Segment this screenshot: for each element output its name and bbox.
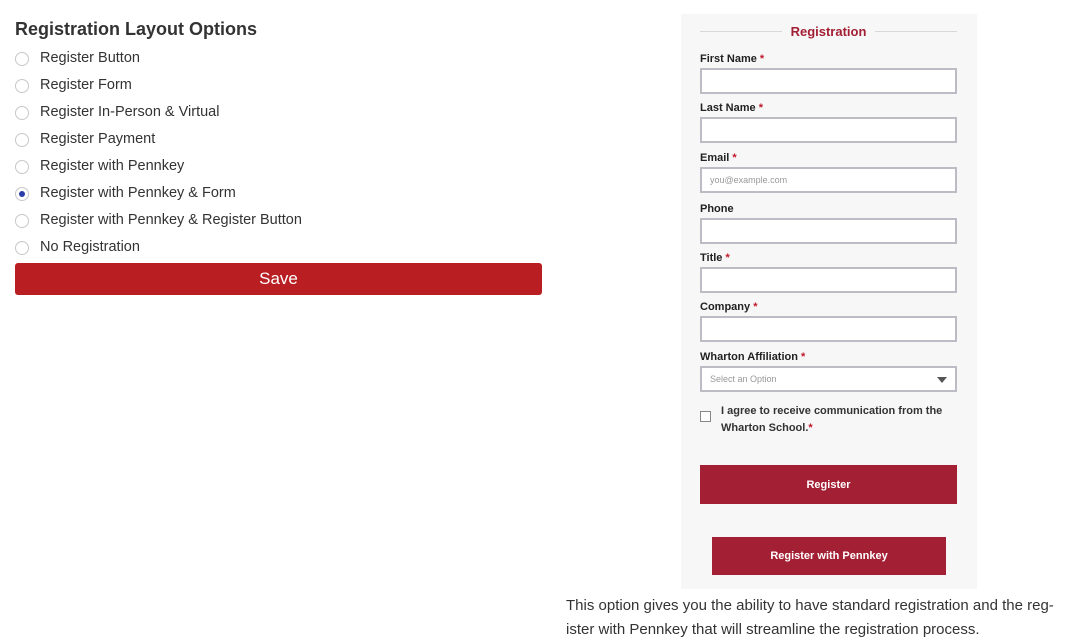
required-marker: *: [759, 53, 765, 65]
radio-option[interactable]: [15, 98, 542, 125]
required-marker: *: [725, 252, 730, 264]
first-name-field: [700, 53, 957, 94]
phone-field: [700, 203, 957, 244]
save-button[interactable]: Save: [15, 263, 542, 295]
radio-button[interactable]: [15, 160, 29, 174]
radio-option-label: Register with Pennkey & Register Button: [40, 212, 302, 228]
description-line-2: ister with Pennkey that will streamline the registration process.: [566, 621, 980, 638]
radio-option[interactable]: [15, 71, 542, 98]
required-marker: *: [732, 152, 737, 164]
panel-title: Registration Layout Options: [15, 19, 258, 39]
radio-button[interactable]: [15, 79, 29, 93]
radio-list: [15, 44, 542, 260]
affiliation-label: Wharton Affiliation *: [700, 351, 806, 363]
radio-option[interactable]: [15, 44, 542, 71]
radio-button[interactable]: [15, 133, 29, 147]
radio-option-label: Register Payment: [40, 131, 156, 147]
heading-divider-right: [875, 31, 957, 32]
company-input[interactable]: [700, 316, 957, 342]
title-label: Title *: [700, 252, 730, 264]
last-name-label: Last Name *: [700, 102, 763, 114]
register-with-pennkey-button[interactable]: Register with Pennkey: [712, 537, 946, 575]
title-input[interactable]: [700, 267, 957, 293]
option-description: [566, 594, 1086, 642]
register-button[interactable]: Register: [700, 465, 957, 504]
last-name-input[interactable]: [700, 117, 957, 143]
title-field: [700, 252, 957, 293]
phone-input[interactable]: [700, 218, 957, 244]
agree-text: I agree to receive communication from the Wharton School.*: [721, 405, 943, 434]
radio-option-label: Register Button: [40, 50, 140, 66]
radio-button[interactable]: [15, 106, 29, 120]
radio-option-label: No Registration: [40, 239, 140, 255]
agree-checkbox[interactable]: [700, 411, 711, 422]
radio-option[interactable]: [15, 179, 542, 206]
chevron-down-icon: [937, 377, 947, 383]
affiliation-selected-value: Select an Option: [710, 374, 777, 384]
required-marker: *: [753, 301, 758, 313]
radio-option[interactable]: [15, 125, 542, 152]
radio-option-label: Register with Pennkey: [40, 158, 185, 174]
radio-option-label: Register with Pennkey & Form: [40, 185, 236, 201]
description-line-1: This option gives you the ability to have standard registration and the reg-: [566, 597, 1054, 614]
form-heading-text: Registration: [790, 24, 867, 39]
email-input[interactable]: you@example.com: [700, 167, 957, 193]
radio-button[interactable]: [15, 52, 29, 66]
affiliation-select[interactable]: [700, 366, 957, 392]
radio-option[interactable]: [15, 206, 542, 233]
registration-layout-options: [15, 18, 542, 288]
radio-button-selected[interactable]: [15, 187, 29, 201]
radio-button[interactable]: [15, 241, 29, 255]
phone-label: Phone: [700, 203, 734, 215]
form-heading: [700, 24, 957, 38]
company-label: Company *: [700, 301, 758, 313]
required-marker: *: [801, 351, 806, 363]
first-name-input[interactable]: [700, 68, 957, 94]
affiliation-field: [700, 351, 957, 392]
radio-option-label: Register In-Person & Virtual: [40, 104, 220, 120]
required-marker: *: [808, 422, 813, 434]
registration-form-preview: [681, 14, 977, 589]
radio-button[interactable]: [15, 214, 29, 228]
email-label: Email *: [700, 152, 737, 164]
radio-option[interactable]: [15, 233, 542, 260]
radio-option[interactable]: [15, 152, 542, 179]
email-field: [700, 152, 957, 193]
last-name-field: [700, 102, 957, 143]
radio-option-label: Register Form: [40, 77, 132, 93]
required-marker: *: [758, 102, 763, 114]
first-name-label: First Name *: [700, 53, 765, 65]
company-field: [700, 301, 957, 342]
